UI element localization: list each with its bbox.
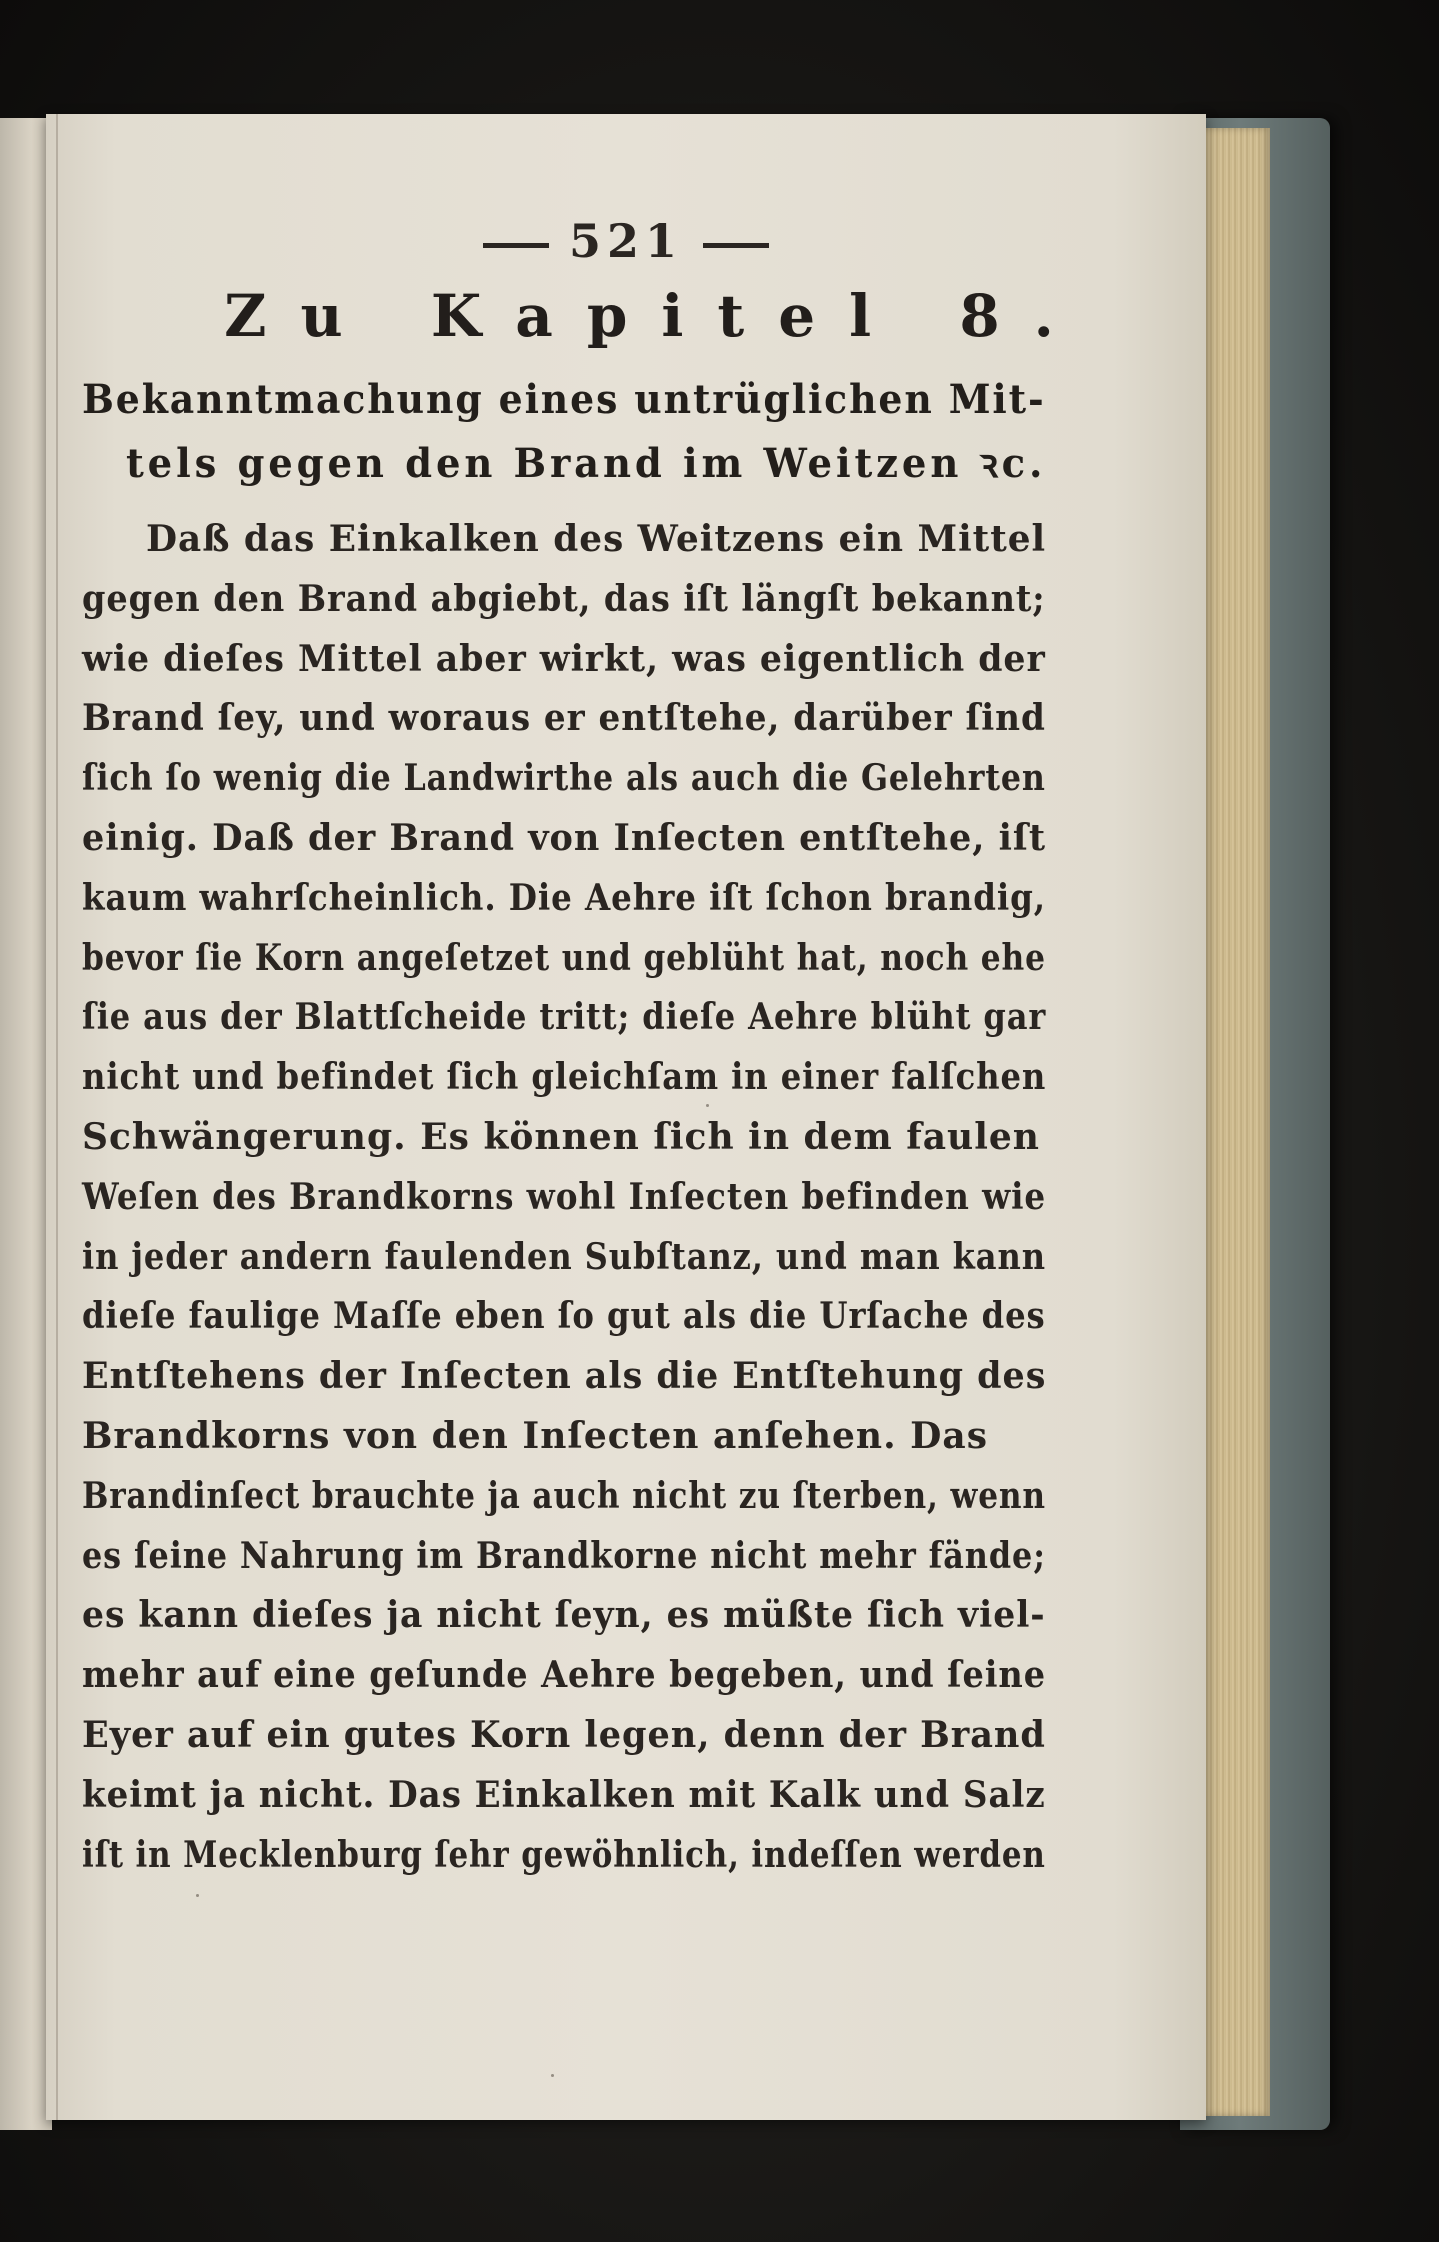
body-line: es ſeine Nahrung im Brandkorne nicht mehr fände; xyxy=(82,1535,1046,1577)
section-title-line: tels gegen den Brand im Weitzen ꝛc. xyxy=(126,440,1047,487)
paper-fleck xyxy=(706,1104,709,1107)
body-line: es kann dieſes ja nicht ſeyn, es müßte ſich viel- xyxy=(82,1594,1046,1636)
page-number: 521 xyxy=(568,214,684,268)
chapter-heading: Zu Kapitel 8. xyxy=(224,282,1088,350)
body-line: wie dieſes Mittel aber wirkt, was eigentlich der xyxy=(82,638,1046,680)
section-title-line: Bekanntmachung eines untrüglichen Mit- xyxy=(82,376,1046,423)
paper-fleck xyxy=(196,1894,199,1897)
body-line: nicht und befindet ſich gleichſam in einer falſchen xyxy=(82,1056,1047,1098)
header-dash-right xyxy=(703,243,769,248)
body-line: einig. Daß der Brand von Inſecten entſtehe, iſt xyxy=(82,817,1047,859)
body-line: ſich ſo wenig die Landwirthe als auch die Gelehrten xyxy=(82,757,1046,799)
body-line: Eyer auf ein gutes Korn legen, denn der Brand xyxy=(82,1714,1046,1756)
body-line: in jeder andern faulenden Subſtanz, und man kann xyxy=(82,1236,1046,1278)
page-header xyxy=(46,214,1206,268)
body-line: bevor ſie Korn angeſetzet und geblüht hat, noch ehe xyxy=(82,937,1046,979)
body-line: mehr auf eine geſunde Aehre begeben, und ſeine xyxy=(82,1654,1046,1696)
gutter-line xyxy=(56,114,58,2120)
book-page xyxy=(46,114,1206,2120)
body-line: Entſtehens der Inſecten als die Entſtehung des xyxy=(82,1355,1047,1397)
body-line: Weſen des Brandkorns wohl Inſecten befinden wie xyxy=(82,1176,1047,1218)
body-line: Brandkorns von den Inſecten anſehen. Das xyxy=(82,1415,988,1457)
body-line: kaum wahrſcheinlich. Die Aehre iſt ſchon brandig, xyxy=(82,877,1046,919)
body-line: Daß das Einkalken des Weitzens ein Mittel xyxy=(146,518,1047,560)
body-line: keimt ja nicht. Das Einkalken mit Kalk und Salz xyxy=(82,1774,1046,1816)
header-dash-left xyxy=(483,243,549,248)
facing-page-edge xyxy=(0,118,52,2130)
paper-fleck xyxy=(551,2074,554,2077)
body-line: ſie aus der Blattſcheide tritt; dieſe Aehre blüht gar xyxy=(82,996,1047,1038)
body-line: iſt in Mecklenburg ſehr gewöhnlich, indeſſen werden xyxy=(82,1834,1046,1876)
body-line: gegen den Brand abgiebt, das iſt längſt bekannt; xyxy=(82,578,1046,620)
body-line: Brand ſey, und woraus er entſtehe, darüber ſind xyxy=(82,697,1046,739)
body-line: Brandinſect brauchte ja auch nicht zu ſterben, wenn xyxy=(82,1475,1046,1517)
body-line: Schwängerung. Es können ſich in dem faulen xyxy=(82,1116,1040,1158)
body-line: dieſe faulige Maſſe eben ſo gut als die Urſache des xyxy=(82,1295,1046,1337)
